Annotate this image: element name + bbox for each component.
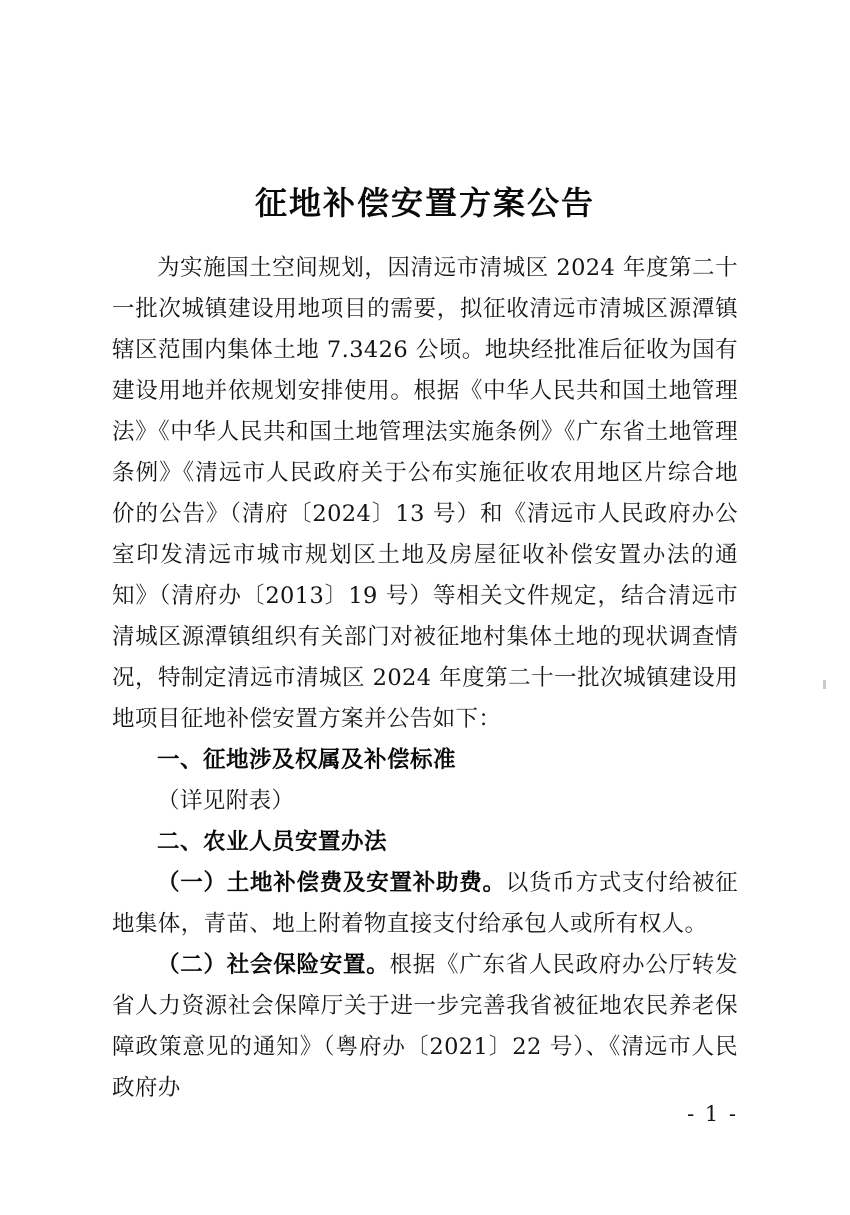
document-body [112,248,738,1109]
opening-paragraph: 为实施国土空间规划，因清远市清城区 2024 年度第二十一批次城镇建设用地项目的需要，拟征收清远市清城区源潭镇辖区范围内集体土地 7.3426 公顷。地块经批准后征收为国有建设用地并依规划安排使用。根据《中华人民共和国土地管理法》《中华人民共和国土地管理法实施条例》《广东省土地管理条例》《清远市人民政府关于公布实施征收农用地区片综合地价的公告》（清府〔2024〕13 号）和《清远市人民政府办公室印发清远市城市规划区土地及房屋征收补偿安置办法的通知》（清府办〔2013〕19 号）等相关文件规定，结合清远市清城区源潭镇组织有关部门对被征地村集体土地的现状调查情况，特制定清远市清城区 2024 年度第二十一批次城镇建设用地项目征地补偿安置方案并公告如下： [112,255,738,732]
item-two-paragraph [112,945,738,1109]
page-title: 征地补偿安置方案公告 [254,184,595,223]
item-one-lead: （一）土地补偿费及安置补助费。 [157,870,506,896]
scan-artifact-speck [823,680,826,689]
item-two-lead: （二）社会保险安置。 [157,952,390,978]
section-heading-one: 一、征地涉及权属及补偿标准 [157,747,457,773]
section-one-note: （详见附表） [157,788,295,814]
section-heading-two: 二、农业人员安置办法 [157,829,388,855]
item-one-paragraph [112,863,738,945]
item-one-text: 以货币方式支付给被征地集体，青苗、地上附着物直接支付给承包人或所有权人。 [112,870,738,937]
item-two-text: 根据《广东省人民政府办公厅转发省人力资源社会保障厅关于进一步完善我省被征地农民养老保障政策意见的通知》（粤府办〔2021〕22 号）、《清远市人民政府办 [112,952,738,1101]
page-number: - 1 - [687,1102,738,1126]
